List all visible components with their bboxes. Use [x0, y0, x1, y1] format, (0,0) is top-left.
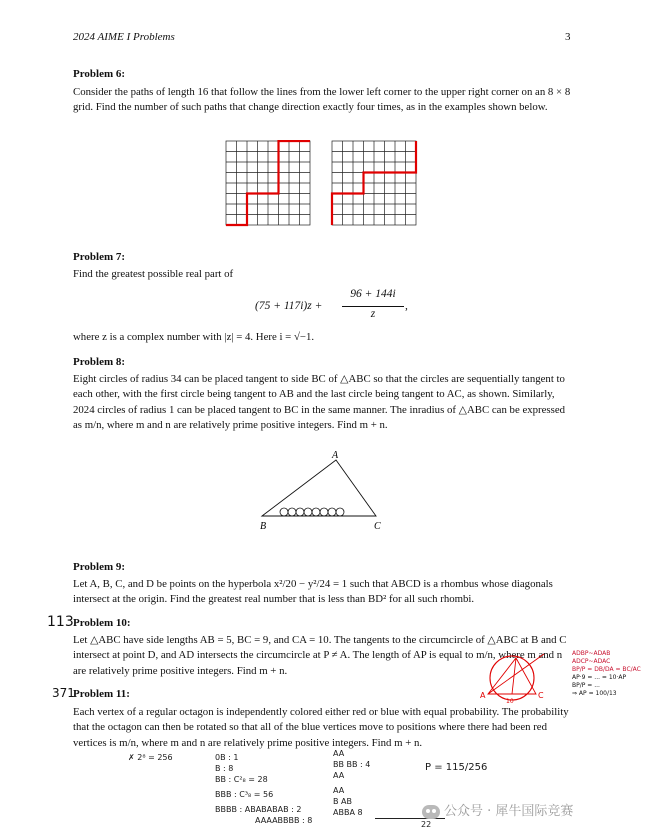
- vertex-label-b: B: [260, 521, 267, 532]
- problem-7-after: where z is a complex number with |z| = 4. Here i = √−1.: [73, 331, 315, 343]
- running-header: 2024 AIME I Problems: [73, 31, 175, 43]
- svg-text:C: C: [538, 691, 544, 700]
- vertex-label-a: A: [332, 450, 339, 461]
- problem-7-equation: [255, 290, 425, 324]
- watermark: 公众号 · 犀牛国际竞赛: [422, 800, 573, 819]
- problem-6-title: Problem 6:: [73, 68, 126, 80]
- equation-denominator: z: [370, 308, 376, 320]
- svg-text:A: A: [480, 691, 486, 700]
- problem-6-text: Consider the paths of length 16 that follow the lines from the lower left corner to the upper right corner on an 8 × 8 grid. Find the number of such paths that change direction exactly four times, as in the examples shown below.: [73, 86, 571, 114]
- problem-7-title: Problem 7:: [73, 251, 126, 263]
- vertex-label-c: C: [374, 521, 381, 532]
- equation-left: (75 + 117i)z +: [255, 300, 323, 312]
- problem-8-text: Eight circles of radius 34 can be placed tangent to side BC of △ABC so that the circles are sequentially tangent to each other, with the first circle being tangent to AB and the last circle being tangent to AC, as shown. Similarly, 2024 circles of radius 1 can be placed tangent to BC in the same manner. The inradius of △ABC can be expressed as m/n, where m and n are relatively prime positive integers. Find m + n.: [73, 373, 566, 431]
- problem-11-title: Problem 11:: [73, 688, 130, 700]
- handwritten-note-patterns: AA BB BB : 4 AA AA B AB ABBA 8 22: [333, 748, 445, 830]
- grid-path-examples: [225, 140, 419, 228]
- svg-text:10: 10: [506, 698, 514, 705]
- handwritten-answer-11: 371: [52, 686, 75, 700]
- handwritten-note-total: ✗ 2⁸ = 256: [128, 753, 173, 762]
- problem-8-title: Problem 8:: [73, 356, 126, 368]
- wechat-icon: [422, 805, 440, 819]
- annotation-sketch: [478, 648, 550, 710]
- problem-11-text: Each vertex of a regular octagon is independently colored either red or blue with equal probability. The probability that the octagon can then be rotated so that all of the blue vertices move to positions where there had been red vertices is m/n, where m and n are relatively prime positive integers. Find m + n.: [73, 706, 569, 749]
- problem-10-text: Let △ABC have side lengths AB = 5, BC = 9, and CA = 10. The tangents to the circumcircle of △ABC at B and C intersect at point D, and AD intersects the circumcircle at P ≠ A. The length of AP is equal to m/n, where m and n are relatively prime positive integers. Find m + n.: [73, 634, 567, 677]
- page-number: 3: [565, 31, 571, 43]
- handwritten-answer-10: 113: [47, 614, 74, 630]
- problem-9-text: Let A, B, C, and D be points on the hyperbola x²/20 − y²/24 = 1 such that ABCD is a rhombus whose diagonals intersect at the origin. Find the greatest real number that is less than BD² for all such rhombi.: [73, 578, 553, 606]
- handwritten-note-cases: 0B : 1 B : 8 BB : C²₈ = 28 BBB : C³₈ = 56 BBBB : ABABABAB : 2 AAAABBBB : 8: [215, 753, 313, 825]
- handwritten-probability: P = 115/256: [425, 762, 488, 773]
- fraction-bar: [342, 306, 404, 307]
- equation-tail: ,: [405, 300, 408, 312]
- triangle-abc: [262, 460, 376, 516]
- triangle-circles-diagram: [256, 448, 388, 532]
- grid-example-left: [226, 141, 310, 225]
- problem-10-title: Problem 10:: [73, 617, 131, 629]
- problem-9-title: Problem 9:: [73, 561, 126, 573]
- grid-example-right: [332, 141, 416, 225]
- equation-numerator: 96 + 144i: [350, 288, 396, 300]
- tangent-circles: [280, 508, 344, 516]
- annotation-side-notes: ADBP~ADAB ADCP~ADAC BP/P = DB/DA = BC/AC AP·9 = ... = 10·AP BP/P = ... ⇒ AP = 100/13: [572, 650, 641, 697]
- problem-7-text: Find the greatest possible real part of: [73, 268, 234, 280]
